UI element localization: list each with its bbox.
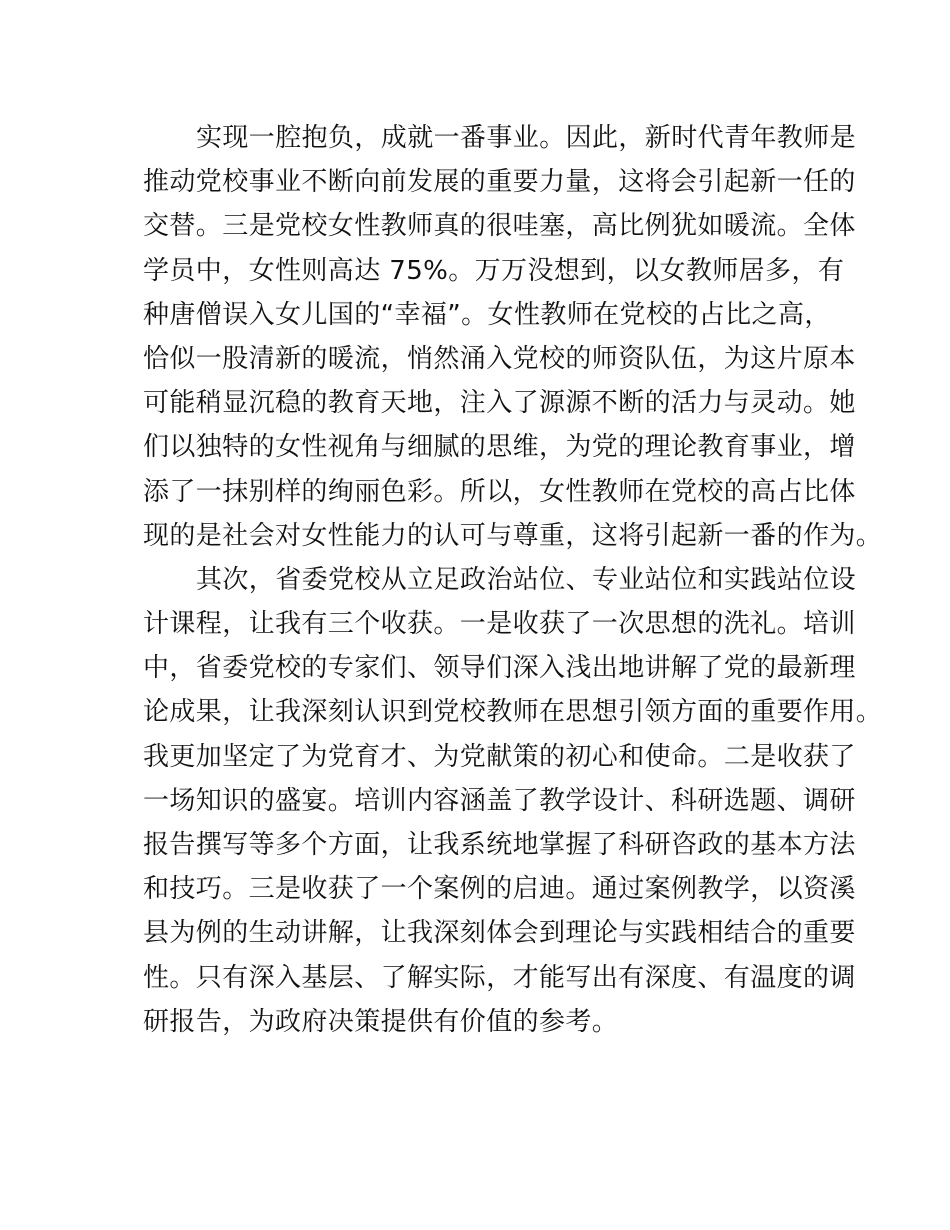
text-line: 们以独特的女性视角与细腻的思维，为党的理论教育事业，增 — [143, 432, 856, 463]
text-line: 添了一抹别样的绚丽色彩。所以，女性教师在党校的高占比体 — [143, 476, 856, 507]
text-line: 交替。三是党校女性教师真的很哇塞，高比例犹如暖流。全体 — [143, 211, 856, 242]
text-line: 中，省委党校的专家们、领导们深入浅出地讲解了党的最新理 — [143, 653, 856, 684]
text-line: 性。只有深入基层、了解实际，才能写出有深度、有温度的调 — [143, 962, 856, 993]
text-line: 推动党校事业不断向前发展的重要力量，这将会引起新一任的 — [143, 167, 856, 198]
text-line: 计课程，让我有三个收获。一是收获了一次思想的洗礼。培训 — [143, 609, 856, 640]
text-line: 学员中，女性则高达 75%。万万没想到，以女教师居多，有 — [143, 255, 845, 286]
text-line: 现的是社会对女性能力的认可与尊重，这将引起新一番的作为。 — [143, 520, 883, 551]
text-line: 恰似一股清新的暖流，悄然涌入党校的师资队伍，为这片原本 — [143, 343, 856, 374]
text-line: 和技巧。三是收获了一个案例的启迪。通过案例教学，以资溪 — [143, 874, 856, 905]
text-line: 一场知识的盛宴。培训内容涵盖了教学设计、科研选题、调研 — [143, 785, 856, 816]
document-page — [143, 116, 883, 1044]
text-line: 县为例的生动讲解，让我深刻体会到理论与实践相结合的重要 — [143, 918, 856, 949]
paragraph-1 — [143, 116, 883, 558]
text-line: 实现一腔抱负，成就一番事业。因此，新时代青年教师是 — [196, 123, 857, 153]
text-line: 研报告，为政府决策提供有价值的参考。 — [143, 1006, 619, 1037]
text-line: 论成果，让我深刻认识到党校教师在思想引领方面的重要作用。 — [143, 697, 883, 728]
text-line: 种唐僧误入女儿国的“幸福”。女性教师在党校的占比之高， — [143, 299, 831, 330]
text-line: 其次，省委党校从立足政治站位、专业站位和实践站位设 — [196, 564, 857, 595]
paragraph-2 — [143, 558, 883, 1044]
text-line: 报告撰写等多个方面，让我系统地掌握了科研咨政的基本方法 — [143, 830, 856, 860]
text-line: 我更加坚定了为党育才、为党献策的初心和使命。二是收获了 — [143, 741, 856, 772]
text-line: 可能稍显沉稳的教育天地，注入了源源不断的活力与灵动。她 — [143, 388, 856, 419]
